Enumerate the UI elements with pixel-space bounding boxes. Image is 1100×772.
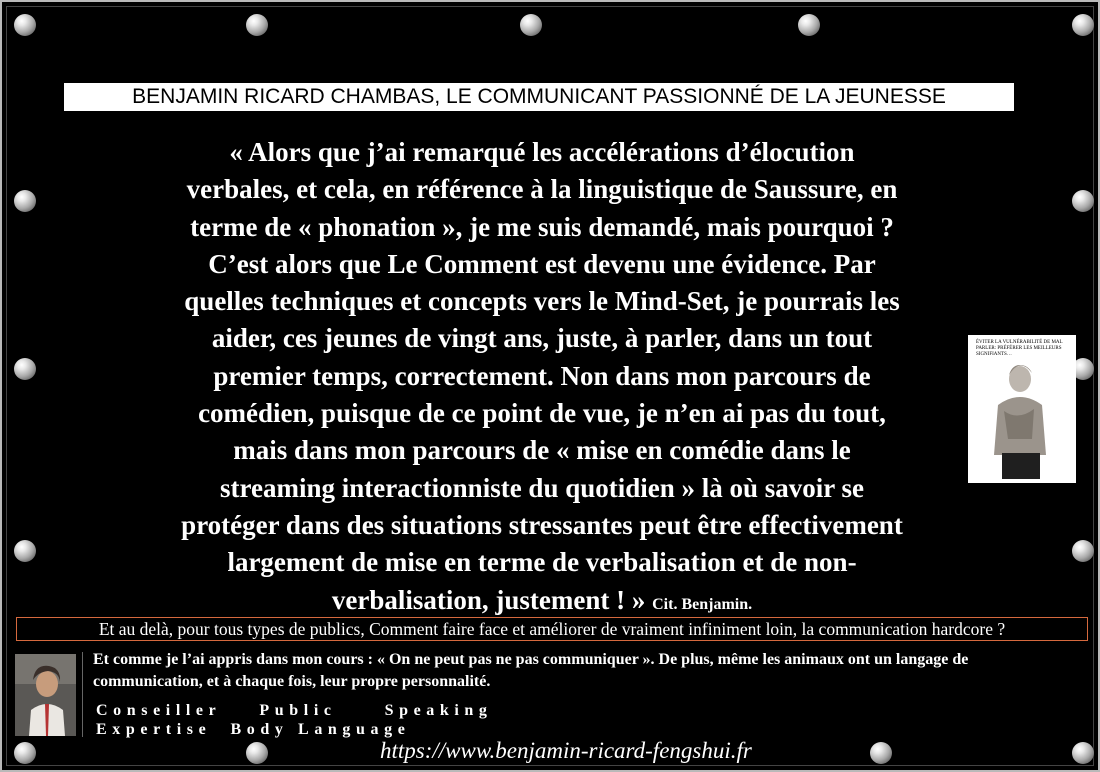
stud-bottom-3 bbox=[870, 742, 892, 764]
figure-illustration bbox=[968, 335, 1076, 483]
main-quote bbox=[102, 134, 982, 623]
stud-right-1 bbox=[1072, 190, 1094, 212]
quote-line: protéger dans des situations stressantes peut être effectivement bbox=[181, 509, 903, 540]
quote-line: premier temps, correctement. Non dans mon parcours de bbox=[213, 360, 871, 391]
question-line: Et au delà, pour tous types de publics, Comment faire face et améliorer de vraiment infiniment loin, la communication hardcore ? bbox=[16, 617, 1088, 641]
stud-left-3 bbox=[14, 540, 36, 562]
stud-bottom-right bbox=[1072, 742, 1094, 764]
stud-top-2 bbox=[246, 14, 268, 36]
stud-top-4 bbox=[798, 14, 820, 36]
stud-bottom-2 bbox=[246, 742, 268, 764]
quote-line: aider, ces jeunes de vingt ans, juste, à parler, dans un tout bbox=[211, 323, 873, 354]
website-url: https://www.benjamin-ricard-fengshui.fr bbox=[380, 738, 752, 763]
title-line-1: Conseiller Public Speaking bbox=[96, 702, 493, 719]
stud-top-left bbox=[14, 14, 36, 36]
quote-line: streaming interactionniste du quotidien » là où savoir se bbox=[219, 472, 865, 503]
quote-line: comédien, puisque de ce point de vue, je n’en ai pas du tout, bbox=[198, 398, 886, 429]
quote-line: « Alors que j’ai remarqué les accélérations d’élocution bbox=[229, 137, 855, 167]
quote-line: largement de mise en terme de verbalisation et de non- bbox=[227, 547, 857, 578]
quote-line: C’est alors que Le Comment est devenu une évidence. Par bbox=[208, 248, 876, 279]
quote-line: terme de « phonation », je me suis demandé, mais pourquoi ? bbox=[190, 211, 894, 242]
stud-right-3 bbox=[1072, 540, 1094, 562]
book-cover-caption: ÉVITER LA VULNÉRABILITÉ DE MAL PARLER: PRÉFÉRER LES MEILLEURS SIGNIFIANTS… bbox=[976, 340, 1063, 357]
avatar bbox=[15, 654, 76, 736]
quote-line: mais dans mon parcours de « mise en comédie dans le bbox=[233, 435, 851, 466]
stud-top-3 bbox=[520, 14, 542, 36]
person-portrait-icon bbox=[15, 654, 76, 736]
title-line-2: Expertise Body Language bbox=[96, 721, 411, 738]
quote-citation: Cit. Benjamin. bbox=[652, 595, 753, 613]
quote-line: quelles techniques et concepts vers le Mind-Set, je pourrais les bbox=[184, 286, 900, 317]
stud-bottom-left bbox=[14, 742, 36, 764]
quote-line: verbalisation, justement ! » bbox=[331, 584, 646, 615]
quote-line: verbales, et cela, en référence à la linguistique de Saussure, en bbox=[186, 174, 898, 205]
divider bbox=[82, 652, 83, 737]
bottom-paragraph: Et comme je l’ai appris dans mon cours : « On ne peut pas ne pas communiquer ». De plus, même les animaux ont un langage de communication, et à chaque fois, leur propre personnalité. bbox=[93, 651, 969, 690]
headline-banner: BENJAMIN RICARD CHAMBAS, LE COMMUNICANT PASSIONNÉ DE LA JEUNESSE bbox=[64, 83, 1014, 111]
stud-left-2 bbox=[14, 358, 36, 380]
book-cover-image bbox=[968, 335, 1076, 483]
stud-left-1 bbox=[14, 190, 36, 212]
stud-top-right bbox=[1072, 14, 1094, 36]
